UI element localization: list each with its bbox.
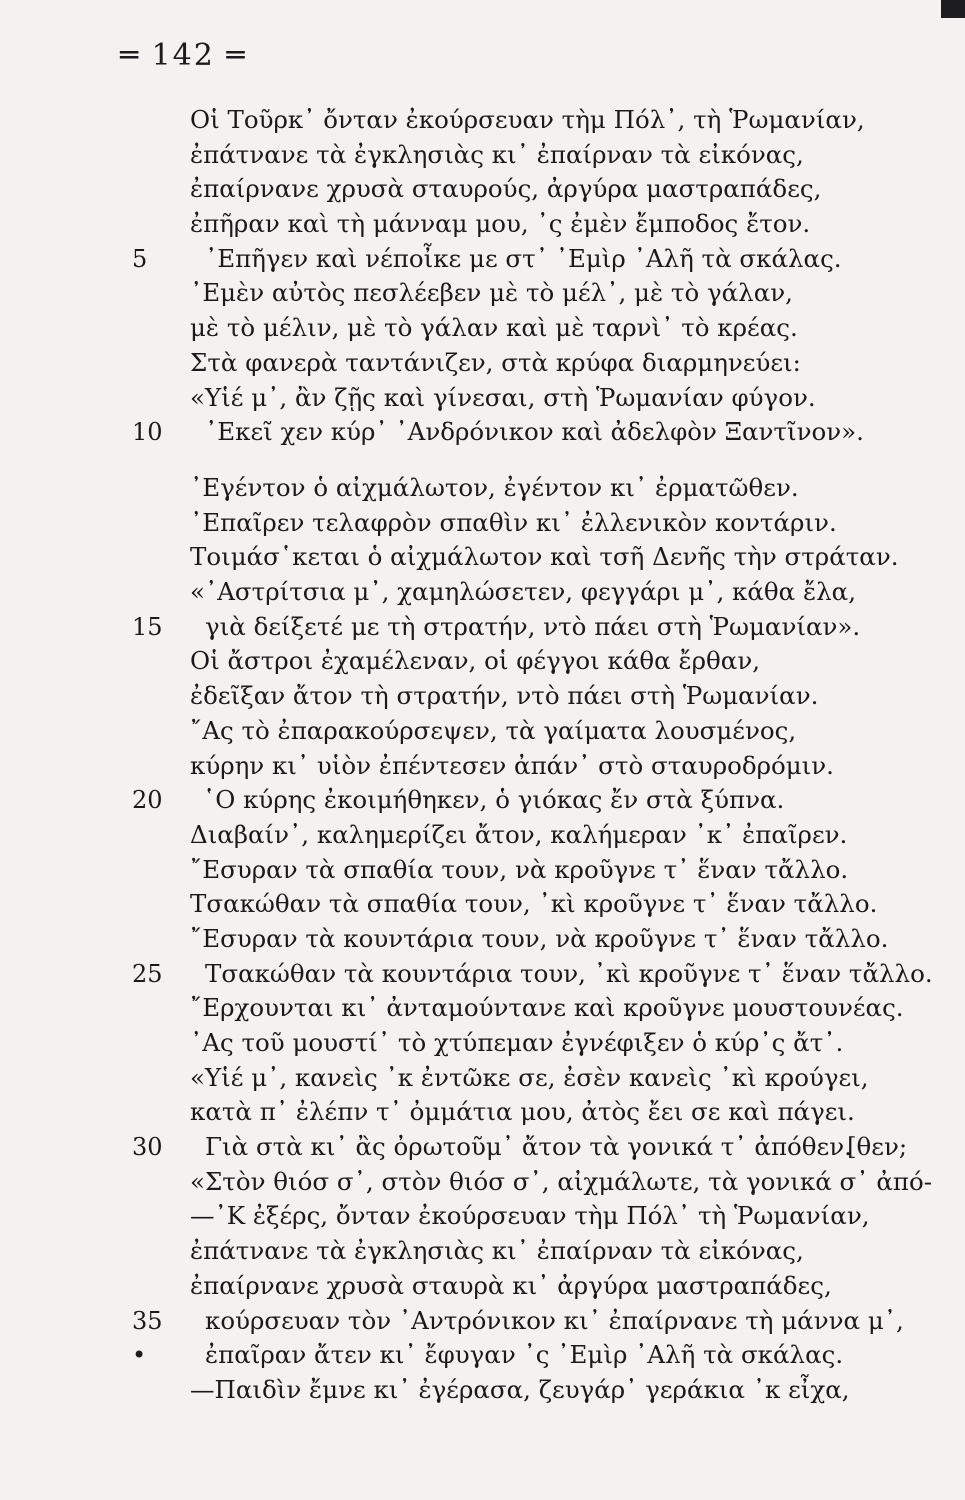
poem-line bbox=[0, 540, 965, 575]
line-text: «Στὸν θιόσ σ᾽, στὸν θιόσ σ᾽, αἰχμάλωτε, τὰ γονικά σ᾽ ἀπό- bbox=[190, 1166, 932, 1196]
line-number: 30 bbox=[132, 1133, 163, 1162]
line-text: ᾽Εμὲν αὐτὸς πεσλέεβεν μὲ τὸ μέλ᾽, μὲ τὸ γάλαν, bbox=[190, 278, 793, 308]
poem-line bbox=[0, 103, 965, 138]
poem-line bbox=[0, 575, 965, 610]
poem-line bbox=[0, 1130, 965, 1165]
line-text: —᾽Κ ἐξέρς, ὄνταν ἐκούρσευαν τὴμ Πόλ᾽ τὴ Ῥωμανίαν, bbox=[190, 1201, 870, 1231]
line-text: «Υἱέ μ᾽, κανεὶς ᾽κ ἐντῶκε σε, ἐσὲν κανεὶς ᾽κὶ κρούγει, bbox=[190, 1062, 869, 1092]
poem-line bbox=[0, 818, 965, 853]
stanza-2 bbox=[0, 471, 965, 1408]
poem-line bbox=[0, 887, 965, 922]
line-text: κατὰ π᾽ ἐλέπν τ᾽ ὀμμάτια μου, ἀτὸς ἔει σε καὶ πάγει. bbox=[190, 1097, 855, 1127]
poem-line bbox=[0, 610, 965, 645]
poem-line bbox=[0, 506, 965, 541]
line-text: κύρην κι᾽ υἱὸν ἐπέντεσεν ἀπάν᾽ στὸ σταυροδρόμιν. bbox=[190, 750, 834, 780]
line-text: Στὰ φανερὰ ταντάνιζεν, στὰ κρύφα διαρμηνεύει: bbox=[190, 347, 801, 377]
line-number: • bbox=[132, 1341, 147, 1370]
line-text: ᾽Ας τοῦ μουστί᾽ τὸ χτύπεμαν ἐγνέφιξεν ὁ κύρ᾽ς ἄτ᾽. bbox=[190, 1028, 844, 1057]
poem-line bbox=[0, 1373, 965, 1408]
line-text: ᾽Επαῖρεν τελαφρὸν σπαθὶν κι᾽ ἐλλενικὸν κοντάριν. bbox=[190, 507, 837, 537]
line-text: ἐπάτνανε τὰ ἐγκλησιὰς κι᾽ ἐπαίρναν τὰ εἰκόνας, bbox=[190, 1236, 804, 1266]
poem-line bbox=[0, 1026, 965, 1061]
line-overflow-text: [θεν; bbox=[847, 1132, 908, 1162]
poem-line bbox=[0, 207, 965, 242]
line-number: 35 bbox=[132, 1306, 163, 1335]
poem-line bbox=[0, 714, 965, 749]
line-text: ἐδεῖξαν ἄτον τὴ στρατήν, ντὸ πάει στὴ Ῥωμανίαν. bbox=[190, 681, 819, 711]
line-text: ῎Εσυραν τὰ κουντάρια τουν, νὰ κροῦγνε τ᾽ ἕναν τἄλλο. bbox=[190, 923, 889, 953]
line-text: κούρσευαν τὸν ᾽Αντρόνικον κι᾽ ἐπαίρνανε τὴ μάννα μ᾽, bbox=[205, 1305, 904, 1335]
poem-line bbox=[0, 381, 965, 416]
line-text: —Παιδὶν ἔμνε κι᾽ ἐγέρασα, ζευγάρ᾽ γεράκια ᾽κ εἶχα, bbox=[190, 1374, 850, 1404]
line-number: 25 bbox=[132, 959, 163, 988]
line-text: γιὰ δείξετέ με τὴ στρατήν, ντὸ πάει στὴ Ῥωμανίαν». bbox=[205, 611, 861, 641]
poem-line bbox=[0, 1061, 965, 1096]
line-text: μὲ τὸ μέλιν, μὲ τὸ γάλαν καὶ μὲ ταρνὶ᾽ τὸ κρέας. bbox=[190, 313, 798, 343]
line-text: Οἱ Τοῦρκ᾽ ὄνταν ἐκούρσευαν τὴμ Πόλ᾽, τὴ Ῥωμανίαν, bbox=[190, 105, 865, 134]
poem-line bbox=[0, 415, 965, 450]
line-text: ἐπαίρνανε χρυσὰ σταυρὰ κι᾽ ἀργύρα μαστραπάδες, bbox=[190, 1270, 832, 1300]
line-text: ᾽Εκεῖ χεν κύρ᾽ ᾽Ανδρόνικον καὶ ἀδελφὸν Ξαντῖνον». bbox=[205, 417, 864, 447]
poem-line bbox=[0, 644, 965, 679]
poem-line bbox=[0, 1199, 965, 1234]
line-text: ἐπῆραν καὶ τὴ μάνναμ μου, ᾽ς ἐμὲν ἔμποδος ἔτον. bbox=[190, 209, 811, 239]
line-number: 10 bbox=[132, 418, 163, 447]
poem-line bbox=[0, 138, 965, 173]
poem-line bbox=[0, 749, 965, 784]
line-text: Τσακώθαν τὰ σπαθία τουν, ᾽κὶ κροῦγνε τ᾽ ἕναν τἄλλο. bbox=[190, 889, 878, 919]
line-text: ᾽Εγέντον ὁ αἰχμάλωτον, ἐγέντον κι᾽ ἐρματῶθεν. bbox=[190, 473, 799, 502]
poem-line bbox=[0, 991, 965, 1026]
line-text: «Υἱέ μ᾽, ἂν ζῇς καὶ γίνεσαι, στὴ Ῥωμανίαν φύγον. bbox=[190, 382, 816, 412]
line-text: ἐπαίρνανε χρυσὰ σταυρούς, ἀργύρα μαστραπάδες, bbox=[190, 174, 822, 204]
poem-line bbox=[0, 1234, 965, 1269]
line-number: 15 bbox=[132, 612, 163, 641]
poem-line bbox=[0, 242, 965, 277]
scan-corner-mark bbox=[941, 0, 965, 18]
poem-line bbox=[0, 1165, 965, 1200]
poem-line bbox=[0, 957, 965, 992]
stanza-1 bbox=[0, 103, 965, 450]
poem-line bbox=[0, 1338, 965, 1373]
line-text: ἐπαῖραν ἄτεν κι᾽ ἔφυγαν ᾽ς ᾽Εμὶρ ᾽Αλῆ τὰ σκάλας. bbox=[205, 1340, 844, 1370]
poem-line bbox=[0, 276, 965, 311]
line-text: Τσακώθαν τὰ κουντάρια τουν, ᾽κὶ κροῦγνε τ᾽ ἕναν τἄλλο. bbox=[205, 958, 933, 988]
poem-line bbox=[0, 1095, 965, 1130]
line-text: Διαβαίν᾽, καλημερίζει ἄτον, καλήμεραν ᾽κ᾽ ἐπαῖρεν. bbox=[190, 819, 848, 849]
poem-line bbox=[0, 471, 965, 506]
line-text: ᾽Επῆγεν καὶ νέποἶκε με στ᾽ ᾽Εμὶρ ᾽Αλῆ τὰ σκάλας. bbox=[205, 243, 842, 273]
line-text: Γιὰ στὰ κι᾽ ἂς ὀρωτοῦμ᾽ ἄτον τὰ γονικά τ᾽ ἀπόθεν. bbox=[205, 1132, 852, 1162]
line-number: 20 bbox=[132, 786, 163, 815]
line-text: ῎Εσυραν τὰ σπαθία τουν, νὰ κροῦγνε τ᾽ ἕναν τἄλλο. bbox=[190, 854, 849, 884]
poem-line bbox=[0, 172, 965, 207]
line-text: ῎Ερχουνται κι᾽ ἀνταμούντανε καὶ κροῦγνε μουστουνέας. bbox=[190, 993, 904, 1023]
line-text: Τοιμάσ῾κεται ὁ αἰχμάλωτον καὶ τσῆ Δενῆς τὴν στράταν. bbox=[190, 542, 899, 572]
poem-line bbox=[0, 922, 965, 957]
line-text: ἐπάτνανε τὰ ἐγκλησιὰς κι᾽ ἐπαίρναν τὰ εἰκόνας, bbox=[190, 139, 804, 169]
line-text: Οἱ ἄστροι ἐχαμέλεναν, οἱ φέγγοι κάθα ἔρθαν, bbox=[190, 646, 761, 676]
page-number-header: ═ 142 ═ bbox=[120, 38, 247, 73]
poem-line bbox=[0, 679, 965, 714]
poem-line bbox=[0, 346, 965, 381]
line-text: ῎Ας τὸ ἐπαρακούρσεψεν, τὰ γαίματα λουσμένος, bbox=[190, 715, 797, 745]
line-text: «᾽Αστρίτσια μ᾽, χαμηλώσετεν, φεγγάρι μ᾽, κάθα ἔλα, bbox=[190, 577, 856, 607]
poem-line bbox=[0, 783, 965, 818]
line-number: 5 bbox=[132, 244, 148, 273]
poem-line bbox=[0, 1269, 965, 1304]
line-text: ῾Ο κύρης ἐκοιμήθηκεν, ὁ γιόκας ἔν στὰ ξύπνα. bbox=[203, 785, 785, 815]
poem-line bbox=[0, 853, 965, 888]
poem-line bbox=[0, 311, 965, 346]
poem-line bbox=[0, 1304, 965, 1339]
